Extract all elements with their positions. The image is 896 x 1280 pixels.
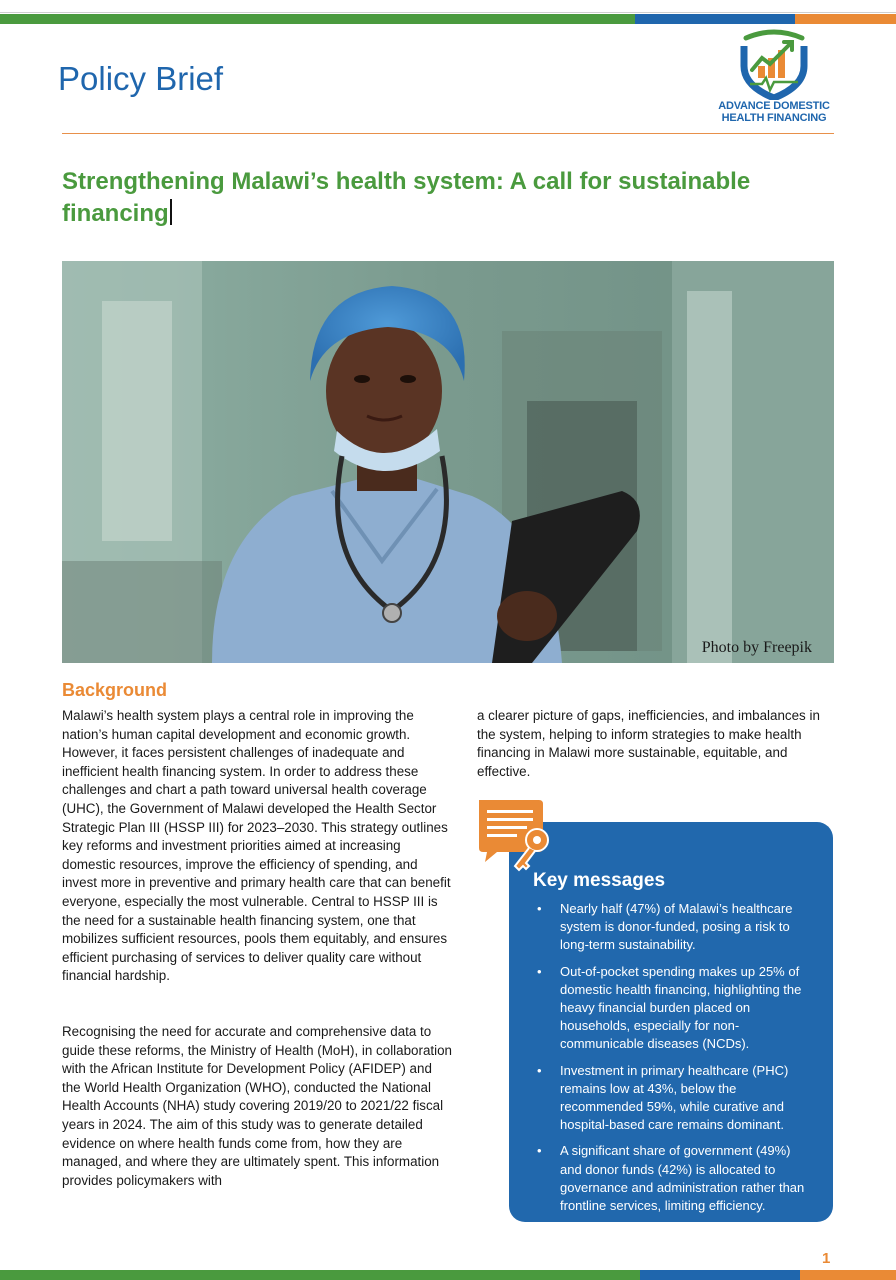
- top-stripe-green: [0, 14, 635, 24]
- message-key-icon: [475, 796, 555, 876]
- key-message-item: • Investment in primary healthcare (PHC) remains low at 43%, below the recommended 59%, while curative and hospital-based care remains dominant.: [533, 1062, 815, 1135]
- background-para3-text: a clearer picture of gaps, inefficiencies, and imbalances in the system, helping to inform strategies to make health financing in Malawi more sustainable, equitable, and effective.: [477, 708, 820, 779]
- logo-line2: HEALTH FINANCING: [721, 112, 827, 124]
- background-paragraph-1: [62, 707, 452, 986]
- bottom-stripe-orange: [800, 1270, 896, 1280]
- headline-text: Strengthening Malawi’s health system: A call for sustainable financing: [62, 168, 751, 227]
- logo-shield-icon: [712, 28, 836, 100]
- bottom-stripe-green: [0, 1270, 640, 1280]
- top-stripe-orange: [795, 14, 896, 24]
- background-paragraph-2: [62, 1023, 452, 1190]
- top-stripe-blue: [635, 14, 795, 24]
- nurse-photo: [62, 261, 834, 663]
- headline: [62, 166, 822, 230]
- photo-credit: Photo by Freepik: [701, 639, 812, 656]
- key-messages-list: [533, 900, 815, 1223]
- key-message-item: • Out-of-pocket spending makes up 25% of domestic health financing, highlighting the heavy financial burden placed on households, especially for non-communicable diseases (NCDs).: [533, 963, 815, 1054]
- page-number: 1: [822, 1250, 831, 1267]
- logo-line1: ADVANCE DOMESTIC: [718, 100, 830, 112]
- background-paragraph-3: [477, 707, 822, 781]
- key-message-item: • Nearly half (47%) of Malawi’s healthcare system is donor-funded, posing a risk to long-term sustainability.: [533, 900, 815, 955]
- background-para2-text: Recognising the need for accurate and comprehensive data to guide these reforms, the Ministry of Health (MoH), in collaboration with the African Institute for Development Policy (AFIDEP) and the World Health Organization (WHO), conducted the National Health Accounts (NHA) study covering 2019/20 to 2021/22 fiscal years in 2024. The aim of this study was to generate detailed evidence on where health funds come from, how they are managed, and where they are ultimately spent. This information provides policymakers with: [62, 1024, 452, 1188]
- nurse-illustration: [62, 261, 834, 663]
- background-para1-text: Malawi’s health system plays a central role in improving the nation’s human capital development and economic growth. However, it faces persistent challenges of inadequate and inefficient health financing system. In order to address these challenges and chart a path toward universal health coverage (UHC), the Government of Malawi developed the Health Sector Strategic Plan III (HSSP III) for 2023–2030. This strategy outlines key reforms and investment priorities aimed at increasing domestic resources, improve the efficiency of spending, and invest more in preventive and primary health care that can benefit everyone, especially the most vulnerable. Central to HSSP III is the need for a sustainable health financing system, one that mobilizes sufficient resources, pools them equitably, and ensures efficient purchasing of services to deliver quality care without financial hardship.: [62, 708, 451, 984]
- adhf-logo: [712, 28, 836, 128]
- top-gray-line: [0, 12, 896, 13]
- background-heading: Background: [62, 680, 168, 700]
- key-messages-title: Key messages: [533, 870, 666, 891]
- policy-brief-title: Policy Brief: [58, 60, 224, 97]
- header-rule: [62, 133, 834, 134]
- text-caret: [170, 199, 172, 225]
- key-messages-box: [509, 822, 833, 1222]
- bottom-stripe-blue: [640, 1270, 800, 1280]
- key-message-item: • A significant share of government (49%) and donor funds (42%) is allocated to governance and administration rather than frontline services, limiting efficiency.: [533, 1142, 815, 1215]
